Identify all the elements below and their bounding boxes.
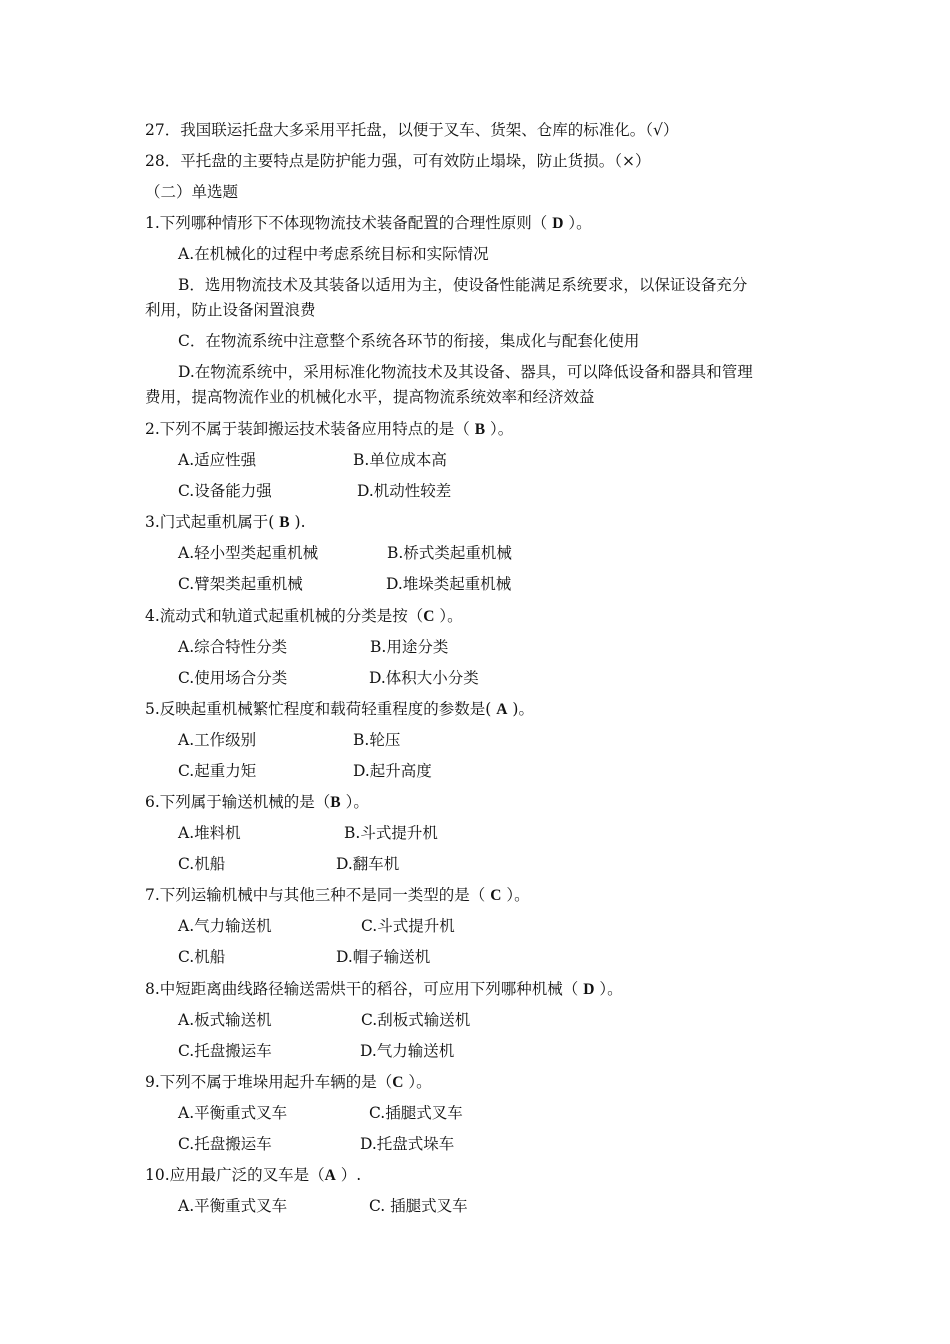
question-stem-close: ). <box>289 513 306 531</box>
question-8-option-c: C.托盘搬运车 <box>178 1042 272 1060</box>
question-3-option-d: D.堆垛类起重机械 <box>386 575 512 593</box>
question-1-option-c: C．在物流系统中注意整个系统各环节的衔接，集成化与配套化使用 <box>178 332 640 350</box>
answer-mark: B <box>279 514 290 531</box>
question-2-option-a: A.适应性强 <box>178 451 257 469</box>
question-5-option-a: A.工作级别 <box>178 731 257 749</box>
question-4-option-a: A.综合特性分类 <box>178 638 288 656</box>
question-stem-close: )。 <box>507 700 534 718</box>
question-4-option-d: D.体积大小分类 <box>369 669 479 687</box>
question-5-stem <box>145 699 534 720</box>
question-2-option-c: C.设备能力强 <box>178 482 272 500</box>
question-1-option-a: A.在机械化的过程中考虑系统目标和实际情况 <box>178 245 489 263</box>
question-3-stem <box>145 512 306 533</box>
question-stem-text: 5.反映起重机械繁忙程度和载荷轻重程度的参数是( <box>145 700 497 718</box>
question-stem-text: 10.应用最广泛的叉车是（ <box>145 1166 325 1184</box>
question-2-option-b: B.单位成本高 <box>353 451 447 469</box>
question-4-option-b: B.用途分类 <box>370 638 449 656</box>
answer-mark: B <box>474 421 486 438</box>
question-3-option-a: A.轻小型类起重机械 <box>178 544 319 562</box>
question-7-option-b: C.斗式提升机 <box>361 917 455 935</box>
question-stem-close: ）。 <box>563 214 592 232</box>
question-6-option-a: A.堆料机 <box>178 824 241 842</box>
question-stem-text: 7.下列运输机械中与其他三种不是同一类型的是（ <box>145 886 491 904</box>
question-stem-close: ）。 <box>434 607 463 625</box>
question-6-option-c: C.机船 <box>178 855 226 873</box>
question-10-stem <box>145 1165 361 1186</box>
question-stem-text: 6.下列属于输送机械的是（ <box>145 793 331 811</box>
question-6-option-d: D.翻车机 <box>336 855 400 873</box>
question-stem-text: 2.下列不属于装卸搬运技术装备应用特点的是（ <box>145 420 475 438</box>
question-1-option-b: B．选用物流技术及其装备以适用为主，使设备性能满足系统要求，以保证设备充分 <box>178 276 748 294</box>
question-5-option-c: C.起重力矩 <box>178 762 257 780</box>
answer-mark: D <box>583 981 595 998</box>
question-9-option-a: A.平衡重式叉车 <box>178 1104 288 1122</box>
question-stem-close: ）。 <box>340 793 369 811</box>
question-2-option-d: D.机动性较差 <box>357 482 452 500</box>
question-1-option-d: D.在物流系统中，采用标准化物流技术及其设备、器具，可以降低设备和器具和管理 <box>178 363 753 381</box>
question-3-option-b: B.桥式类起重机械 <box>387 544 512 562</box>
answer-mark: C <box>423 608 435 625</box>
section-heading-single-choice: （二）单选题 <box>145 183 239 201</box>
question-stem-close: ）。 <box>594 980 623 998</box>
answer-mark: A <box>496 701 508 718</box>
question-1-option-d-continued: 费用，提高物流作业的机械化水平，提高物流系统效率和经济效益 <box>145 388 595 406</box>
question-7-option-a: A.气力输送机 <box>178 917 272 935</box>
question-stem-text: 8.中短距离曲线路径输送需烘干的稻谷，可应用下列哪种机械（ <box>145 980 584 998</box>
question-6-option-b: B.斗式提升机 <box>344 824 438 842</box>
question-1-option-b-continued: 利用，防止设备闲置浪费 <box>145 301 316 319</box>
question-8-option-a: A.板式输送机 <box>178 1011 272 1029</box>
question-stem-close: ）。 <box>403 1073 432 1091</box>
question-8-stem <box>145 979 623 1000</box>
judgment-item-28: 28．平托盘的主要特点是防护能力强，可有效防止塌垛，防止货损。（×） <box>145 152 651 170</box>
question-stem-text: 1.下列哪种情形下不体现物流技术装备配置的合理性原则（ <box>145 214 553 232</box>
question-stem-close: ）. <box>335 1166 362 1184</box>
question-8-option-b: C.刮板式输送机 <box>361 1011 471 1029</box>
question-1-stem <box>145 213 592 234</box>
question-5-option-d: D.起升高度 <box>353 762 432 780</box>
answer-mark: A <box>324 1167 336 1184</box>
question-stem-close: ）。 <box>501 886 530 904</box>
answer-mark: B <box>330 794 341 811</box>
question-5-option-b: B.轮压 <box>353 731 401 749</box>
question-7-stem <box>145 885 530 906</box>
question-stem-text: 9.下列不属于堆垛用起升车辆的是（ <box>145 1073 393 1091</box>
answer-mark: C <box>490 887 502 904</box>
question-10-option-b: C. 插腿式叉车 <box>369 1197 468 1215</box>
answer-mark: C <box>392 1074 404 1091</box>
question-9-stem <box>145 1072 432 1093</box>
question-9-option-c: C.托盘搬运车 <box>178 1135 272 1153</box>
question-2-stem <box>145 419 513 440</box>
question-10-option-a: A.平衡重式叉车 <box>178 1197 288 1215</box>
question-7-option-c: C.机船 <box>178 948 226 966</box>
question-stem-text: 3.门式起重机属于( <box>145 513 280 531</box>
question-8-option-d: D.气力输送机 <box>360 1042 455 1060</box>
question-4-stem <box>145 606 463 627</box>
answer-mark: D <box>552 215 564 232</box>
question-3-option-c: C.臂架类起重机械 <box>178 575 303 593</box>
question-stem-close: ）。 <box>485 420 514 438</box>
judgment-item-27: 27．我国联运托盘大多采用平托盘，以便于叉车、货架、仓库的标准化。（√） <box>145 121 679 139</box>
question-stem-text: 4.流动式和轨道式起重机械的分类是按（ <box>145 607 424 625</box>
question-6-stem <box>145 792 369 813</box>
question-9-option-b: C.插腿式叉车 <box>369 1104 463 1122</box>
question-9-option-d: D.托盘式垛车 <box>360 1135 455 1153</box>
question-7-option-d: D.帽子输送机 <box>336 948 431 966</box>
question-4-option-c: C.使用场合分类 <box>178 669 288 687</box>
